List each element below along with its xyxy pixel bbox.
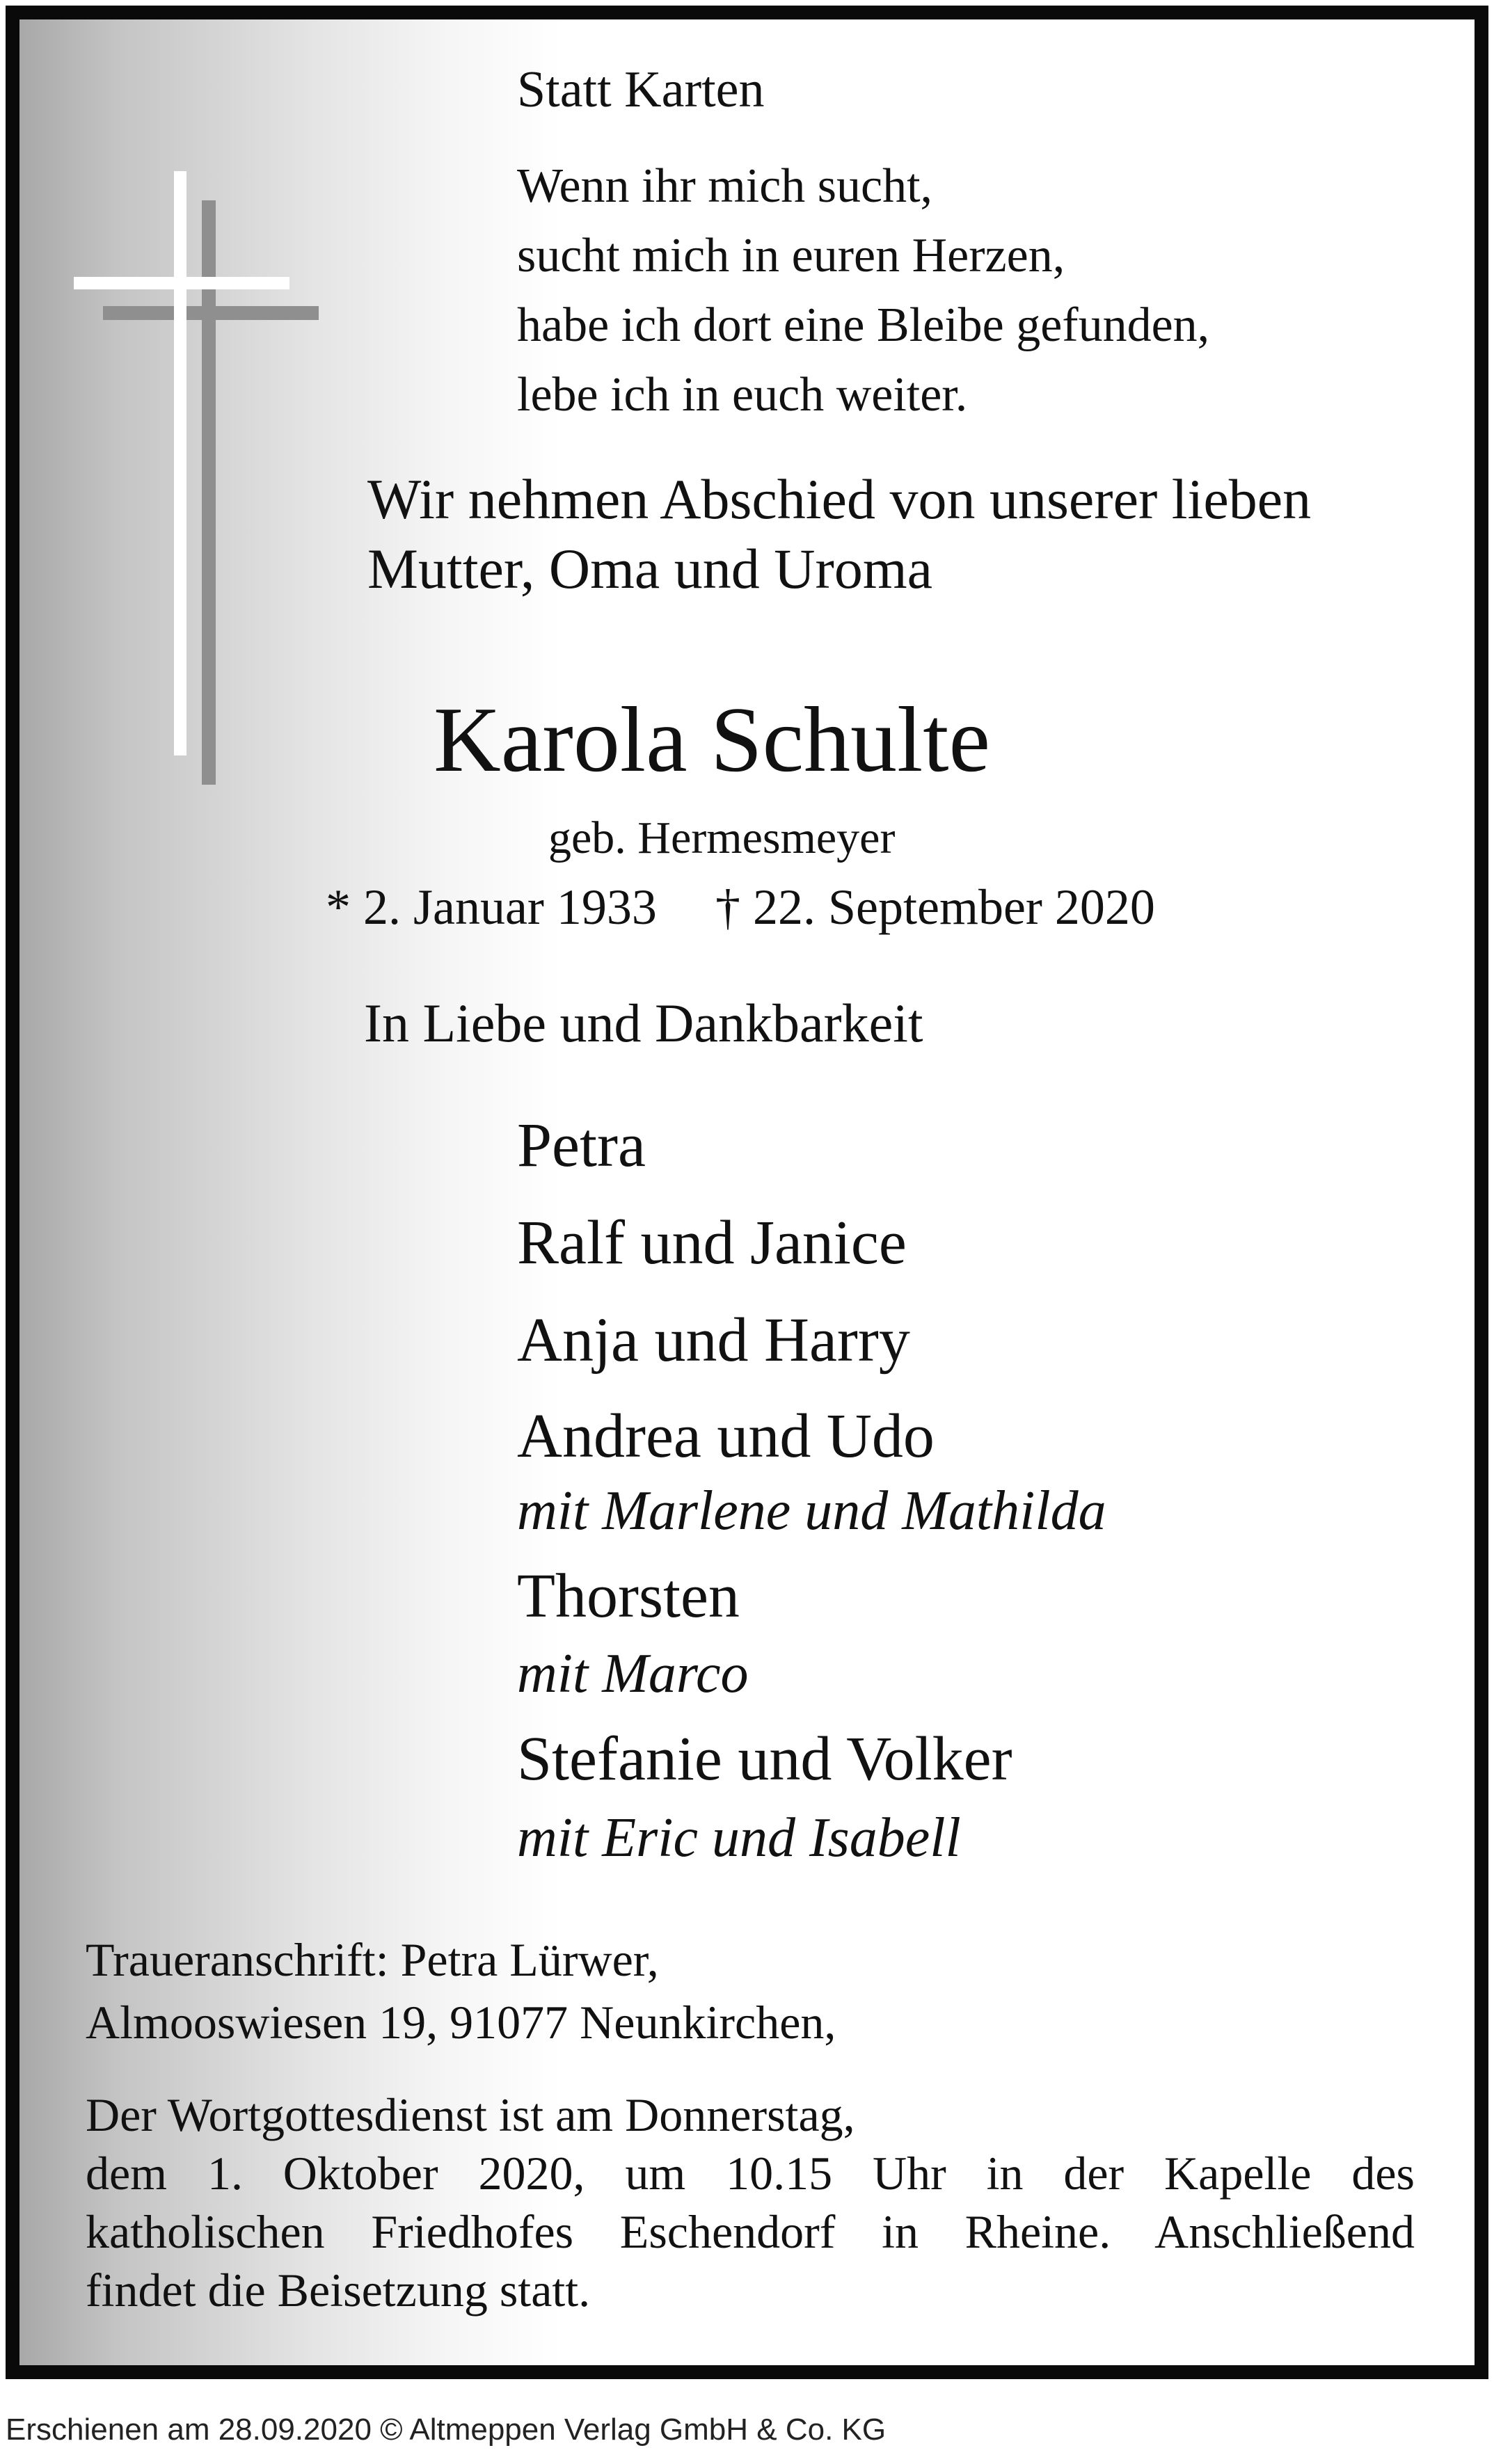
family-member: Andrea und Udo	[517, 1402, 935, 1471]
family-member: Ralf und Janice	[517, 1208, 907, 1277]
deceased-name: Karola Schulte	[434, 688, 991, 791]
poem-line: Wenn ihr mich sucht,	[517, 159, 933, 213]
closing-line: In Liebe und Dankbarkeit	[364, 993, 923, 1053]
mourning-address	[86, 1928, 836, 2054]
poem-line: sucht mich in euren Herzen,	[517, 229, 1065, 282]
poem	[517, 152, 1209, 430]
service-line: Der Wortgottesdienst ist am Donnerstag,	[86, 2088, 855, 2141]
service-line: dem 1. Oktober 2020, um 10.15 Uhr in der Kapelle des	[86, 2147, 1415, 2200]
family-children: mit Marlene und Mathilda	[517, 1480, 1106, 1542]
service-line: findet die Beisetzung statt.	[86, 2264, 591, 2317]
publication-footer: Erschienen am 28.09.2020 © Altmeppen Verlag GmbH & Co. KG	[6, 2413, 887, 2447]
intro-text	[367, 465, 1311, 604]
intro-line: Mutter, Oma und Uroma	[367, 537, 932, 600]
poem-line: lebe ich in euch weiter.	[517, 368, 968, 422]
family-member: Petra	[517, 1111, 646, 1180]
notice-heading: Statt Karten	[517, 61, 765, 118]
death-date: † 22. September 2020	[715, 879, 1155, 935]
address-line: Traueranschrift: Petra Lürwer,	[86, 1933, 659, 1986]
service-info	[86, 2086, 1415, 2319]
intro-line: Wir nehmen Abschied von unserer lieben	[367, 467, 1312, 531]
family-children: mit Marco	[517, 1643, 749, 1704]
address-line: Almooswiesen 19, 91077 Neunkirchen,	[86, 1996, 836, 2049]
cross-icon	[54, 159, 319, 785]
poem-line: habe ich dort eine Bleibe gefunden,	[517, 298, 1210, 352]
service-line: katholischen Friedhofes Eschendorf in Rheine. Anschließend	[86, 2205, 1415, 2258]
family-member: Stefanie und Volker	[517, 1725, 1012, 1793]
family-member: Anja und Harry	[517, 1306, 910, 1375]
birth-name: geb. Hermesmeyer	[548, 813, 896, 863]
obituary-notice	[6, 6, 1488, 2379]
family-children: mit Eric und Isabell	[517, 1807, 961, 1869]
family-member: Thorsten	[517, 1562, 740, 1631]
birth-date: * 2. Januar 1933	[326, 879, 657, 935]
